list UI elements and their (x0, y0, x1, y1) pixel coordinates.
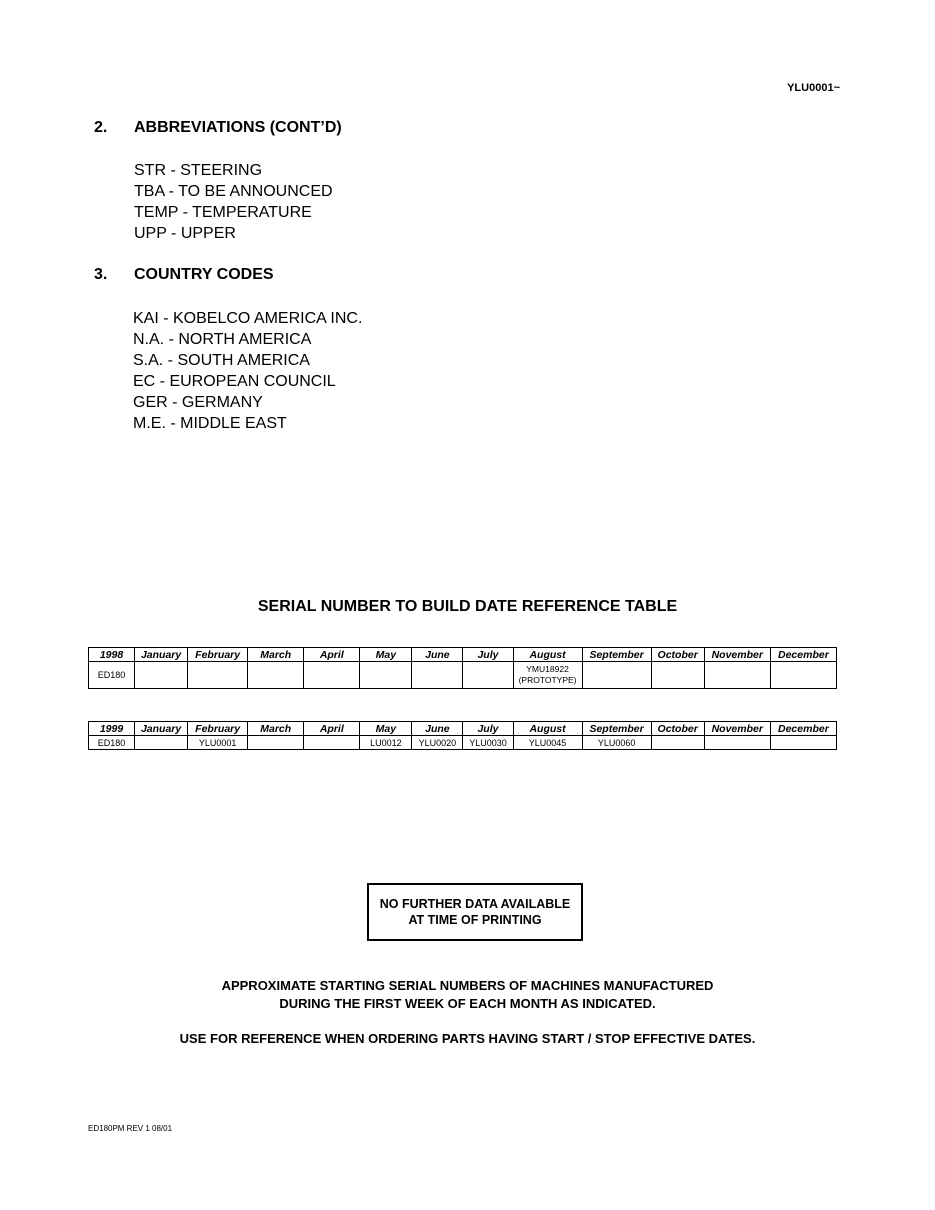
month-header: January (135, 722, 188, 736)
serial-cell (704, 736, 770, 750)
serial-cell: YLU0030 (463, 736, 513, 750)
model-cell: ED180 (89, 662, 135, 689)
month-header: November (704, 648, 770, 662)
serial-cell (582, 662, 651, 689)
month-header: February (188, 648, 248, 662)
list-item: S.A. - SOUTH AMERICA (133, 352, 310, 369)
table-header-row (89, 648, 837, 662)
country-codes-list (133, 308, 362, 434)
table-row (89, 736, 837, 750)
reference-table-title: SERIAL NUMBER TO BUILD DATE REFERENCE TABLE (257, 598, 678, 615)
month-header: July (463, 648, 513, 662)
month-header: August (513, 722, 582, 736)
serial-cell (770, 662, 836, 689)
serial-cell (412, 662, 463, 689)
notice-line: NO FURTHER DATA AVAILABLE (379, 897, 571, 911)
month-header: February (188, 722, 248, 736)
month-header: September (582, 648, 651, 662)
document-id: YLU0001~ (787, 82, 840, 94)
serial-cell (360, 662, 412, 689)
no-further-data-notice (367, 883, 583, 941)
month-header: June (412, 722, 463, 736)
serial-cell (248, 662, 304, 689)
serial-cell (463, 662, 513, 689)
month-header: October (651, 722, 704, 736)
serial-cell (248, 736, 304, 750)
note-line: DURING THE FIRST WEEK OF EACH MONTH AS INDICATED. (279, 996, 656, 1011)
serial-cell (651, 736, 704, 750)
list-item: TBA - TO BE ANNOUNCED (134, 183, 333, 200)
month-header: November (704, 722, 770, 736)
serial-cell (651, 662, 704, 689)
serial-cell (135, 662, 188, 689)
month-header: May (360, 648, 412, 662)
list-item: M.E. - MIDDLE EAST (133, 415, 287, 432)
month-header: June (412, 648, 463, 662)
month-header: April (304, 722, 360, 736)
month-header: March (248, 648, 304, 662)
abbreviations-list (134, 160, 333, 244)
note-line: APPROXIMATE STARTING SERIAL NUMBERS OF MACHINES MANUFACTURED (221, 978, 714, 993)
section-3-title: COUNTRY CODES (134, 266, 274, 283)
list-item: UPP - UPPER (134, 225, 236, 242)
month-header: March (248, 722, 304, 736)
notice-line: AT TIME OF PRINTING (408, 913, 542, 927)
serial-cell: YLU0001 (188, 736, 248, 750)
serial-cell: YLU0045 (513, 736, 582, 750)
table-header-row (89, 722, 837, 736)
list-item: STR - STEERING (134, 162, 263, 179)
month-header: December (770, 648, 836, 662)
month-header: May (360, 722, 412, 736)
serial-cell (304, 662, 360, 689)
list-item: TEMP - TEMPERATURE (134, 204, 312, 221)
year-header: 1999 (89, 722, 135, 736)
month-header: January (135, 648, 188, 662)
serial-cell (704, 662, 770, 689)
list-item: KAI - KOBELCO AMERICA INC. (133, 310, 363, 327)
section-2-number: 2. (94, 119, 108, 136)
year-header: 1998 (89, 648, 135, 662)
list-item: EC - EUROPEAN COUNCIL (133, 373, 336, 390)
month-header: September (582, 722, 651, 736)
serial-cell: YLU0020 (412, 736, 463, 750)
section-3-number: 3. (94, 266, 108, 283)
month-header: July (463, 722, 513, 736)
serial-cell: YMU18922 (PROTOTYPE) (513, 662, 582, 689)
footer-revision: ED180PM REV 1 08/01 (88, 1124, 173, 1133)
list-item: GER - GERMANY (133, 394, 263, 411)
reference-note: USE FOR REFERENCE WHEN ORDERING PARTS HAVING START / STOP EFFECTIVE DATES. (179, 1031, 756, 1046)
serial-cell (188, 662, 248, 689)
table-row (89, 662, 837, 689)
serial-cell (770, 736, 836, 750)
month-header: December (770, 722, 836, 736)
section-2-title: ABBREVIATIONS (CONT’D) (134, 119, 342, 136)
month-header: August (513, 648, 582, 662)
serial-cell (135, 736, 188, 750)
model-cell: ED180 (89, 736, 135, 750)
list-item: N.A. - NORTH AMERICA (133, 331, 312, 348)
serial-cell: YLU0060 (582, 736, 651, 750)
serial-table-1999 (88, 721, 837, 750)
serial-cell: LU0012 (360, 736, 412, 750)
month-header: October (651, 648, 704, 662)
serial-cell (304, 736, 360, 750)
serial-table-1998 (88, 647, 837, 689)
month-header: April (304, 648, 360, 662)
